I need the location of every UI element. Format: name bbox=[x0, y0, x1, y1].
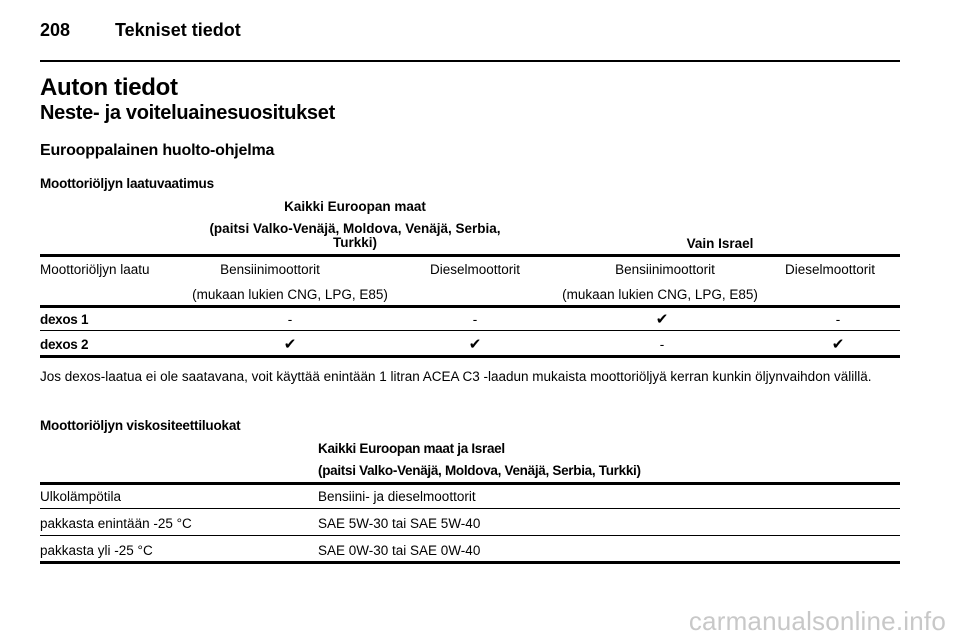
viscosity-header-line1: Kaikki Euroopan maat ja Israel bbox=[318, 441, 505, 456]
viscosity-title: Moottoriöljyn viskositeettiluokat bbox=[40, 418, 241, 433]
col-header-diesel-eu: Dieselmoottorit bbox=[429, 262, 521, 277]
cell-dexos2-petrol-il: - bbox=[659, 337, 665, 352]
table-rule bbox=[40, 330, 900, 331]
subnote-eu: (mukaan lukien CNG, LPG, E85) bbox=[192, 287, 388, 302]
group-header-line2: (paitsi Valko-Venäjä, Moldova, Venäjä, Serbia, bbox=[209, 221, 501, 236]
row-grade-2: SAE 0W-30 tai SAE 0W-40 bbox=[318, 543, 481, 558]
col-header-engines: Bensiini- ja dieselmoottorit bbox=[318, 489, 476, 504]
row-label-dexos2: dexos 2 bbox=[40, 337, 89, 352]
table-rule bbox=[40, 508, 900, 509]
row-label-dexos1: dexos 1 bbox=[40, 312, 89, 327]
table-rule bbox=[40, 305, 900, 308]
cell-dexos1-diesel-il: - bbox=[835, 312, 841, 327]
viscosity-header-line2: (paitsi Valko-Venäjä, Moldova, Venäjä, Serbia, Turkki) bbox=[318, 463, 641, 478]
col-header-quality: Moottoriöljyn laatu bbox=[40, 262, 150, 277]
section-title: Tekniset tiedot bbox=[115, 20, 241, 40]
heading-european-service: Eurooppalainen huolto-ohjelma bbox=[40, 142, 275, 159]
cell-dexos1-diesel-eu: - bbox=[472, 312, 478, 327]
group-header-line3: Turkki) bbox=[332, 235, 377, 250]
page-number: 208 bbox=[40, 20, 71, 40]
col-header-petrol-il: Bensiinimoottorit bbox=[615, 262, 715, 277]
table-rule bbox=[40, 561, 900, 564]
row-grade-1: SAE 5W-30 tai SAE 5W-40 bbox=[318, 516, 481, 531]
cell-dexos1-petrol-eu: - bbox=[287, 312, 293, 327]
col-header-diesel-il: Dieselmoottorit bbox=[785, 262, 876, 277]
cell-dexos1-petrol-il: ✔ bbox=[655, 311, 669, 328]
oil-quality-title: Moottoriöljyn laatuvaatimus bbox=[40, 176, 214, 191]
israel-header: Vain Israel bbox=[686, 236, 754, 251]
col-header-outdoor-temp: Ulkolämpötila bbox=[40, 489, 122, 504]
row-temp-1: pakkasta enintään -25 °C bbox=[40, 516, 192, 531]
cell-dexos2-diesel-il: ✔ bbox=[831, 336, 845, 353]
header-rule bbox=[40, 60, 900, 62]
row-temp-2: pakkasta yli -25 °C bbox=[40, 543, 153, 558]
table-rule bbox=[40, 355, 900, 358]
cell-dexos2-petrol-eu: ✔ bbox=[283, 336, 297, 353]
table-rule bbox=[40, 535, 900, 536]
col-header-petrol-eu: Bensiinimoottorit bbox=[220, 262, 320, 277]
watermark: carmanualsonline.info bbox=[688, 606, 946, 636]
table-rule bbox=[40, 254, 900, 257]
heading-vehicle-data: Auton tiedot bbox=[40, 74, 178, 101]
table-rule bbox=[40, 482, 900, 485]
subnote-il: (mukaan lukien CNG, LPG, E85) bbox=[562, 287, 758, 302]
cell-dexos2-diesel-eu: ✔ bbox=[468, 336, 482, 353]
acea-note: Jos dexos-laatua ei ole saatavana, voit käyttää enintään 1 litran ACEA C3 -laadun mukaista moottoriöljyä kerran kunkin öljynvaihdon välillä. bbox=[40, 369, 872, 384]
group-header-line1: Kaikki Euroopan maat bbox=[284, 199, 426, 214]
heading-fluids-lubricants: Neste- ja voiteluainesuositukset bbox=[40, 102, 335, 124]
